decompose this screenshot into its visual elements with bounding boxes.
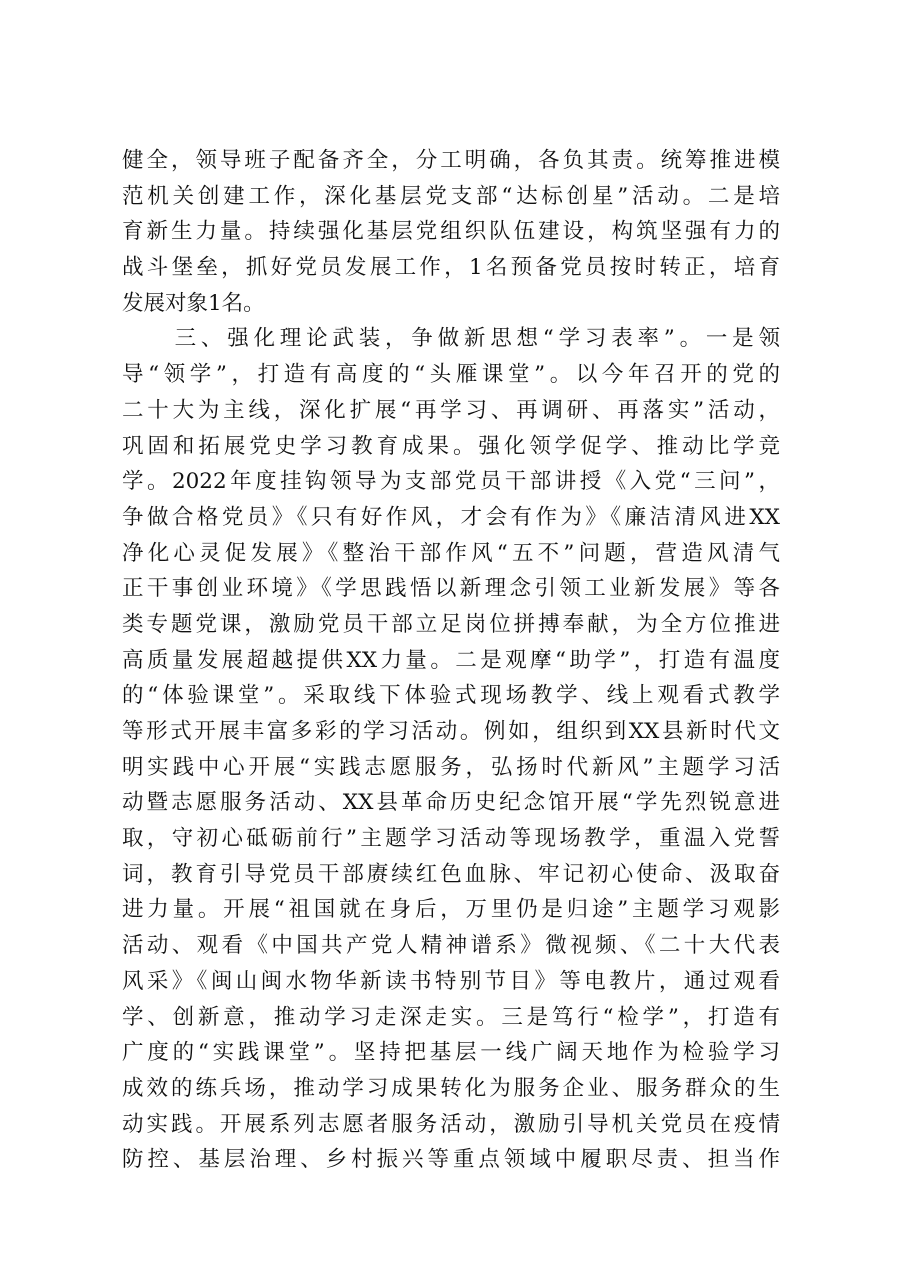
text-line: 等形式开展丰富多彩的学习活动。例如，组织到XX县新时代文 xyxy=(122,719,780,744)
text-line: 导“领学”，打造有高度的“头雁课堂”。以今年召开的党的 xyxy=(122,362,780,388)
text-line: 学。2022年度挂钩领导为支部党员干部讲授《入党“三问”， xyxy=(122,469,780,495)
text-line: 防控、基层治理、乡村振兴等重点领域中履职尽责、担当作 xyxy=(122,1147,780,1173)
text-line: 活动、观看《中国共产党人精神谱系》微视频、《二十大代表 xyxy=(122,933,780,959)
text-line: 争做合格党员》《只有好作风，才会有作为》《廉洁清风进XX xyxy=(122,504,780,530)
text-line: 进力量。开展“祖国就在身后，万里仍是归途”主题学习观影 xyxy=(122,897,780,923)
text-line: 明实践中心开展“实践志愿服务，弘扬时代新风”主题学习活 xyxy=(122,754,780,780)
text-line: 广度的“实践课堂”。坚持把基层一线广阔天地作为检验学习 xyxy=(122,1040,780,1066)
text-line: 风采》《闽山闽水物华新读书特别节目》等电教片，通过观看 xyxy=(122,968,780,994)
text-line: 巩固和拓展党史学习教育成果。强化领学促学、推动比学竞 xyxy=(122,433,780,459)
text-line: 成效的练兵场，推动学习成果转化为服务企业、服务群众的生 xyxy=(122,1075,780,1101)
text-line: 动实践。开展系列志愿者服务活动，激励引导机关党员在疫情 xyxy=(122,1111,780,1137)
text-line: 的“体验课堂”。采取线下体验式现场教学、线上观看式教学 xyxy=(122,683,780,709)
text-line: 净化心灵促发展》《整治干部作风“五不”问题，营造风清气 xyxy=(122,540,780,566)
text-line: 正干事创业环境》《学思践悟以新理念引领工业新发展》等各 xyxy=(122,576,780,602)
document-page xyxy=(122,143,780,1178)
text-line: 词，教育引导党员干部赓续红色血脉、牢记初心使命、汲取奋 xyxy=(122,861,780,887)
text-line: 学、创新意，推动学习走深走实。三是笃行“检学”，打造有 xyxy=(122,1004,780,1030)
text-line: 二十大为主线，深化扩展“再学习、再调研、再落实”活动， xyxy=(122,397,780,423)
text-line: 范机关创建工作，深化基层党支部“达标创星”活动。二是培 xyxy=(122,183,780,209)
text-line: 取，守初心砥砺前行”主题学习活动等现场教学，重温入党誓 xyxy=(122,826,780,852)
text-line: 战斗堡垒，抓好党员发展工作，1名预备党员按时转正，培育 xyxy=(122,255,780,281)
text-line: 类专题党课，激励党员干部立足岗位拼搏奉献，为全方位推进 xyxy=(122,611,780,637)
text-line: 动暨志愿服务活动、XX县革命历史纪念馆开展“学先烈锐意进 xyxy=(122,790,780,816)
text-line: 健全，领导班子配备齐全，分工明确，各负其责。统筹推进模 xyxy=(122,148,780,173)
text-line: 育新生力量。持续强化基层党组织队伍建设，构筑坚强有力的 xyxy=(122,219,780,245)
text-line: 发展对象1名。 xyxy=(122,290,265,316)
text-line: 高质量发展超越提供XX力量。二是观摩“助学”，打造有温度 xyxy=(122,647,780,673)
text-line: 三、强化理论武装，争做新思想“学习表率”。一是领 xyxy=(122,326,780,352)
